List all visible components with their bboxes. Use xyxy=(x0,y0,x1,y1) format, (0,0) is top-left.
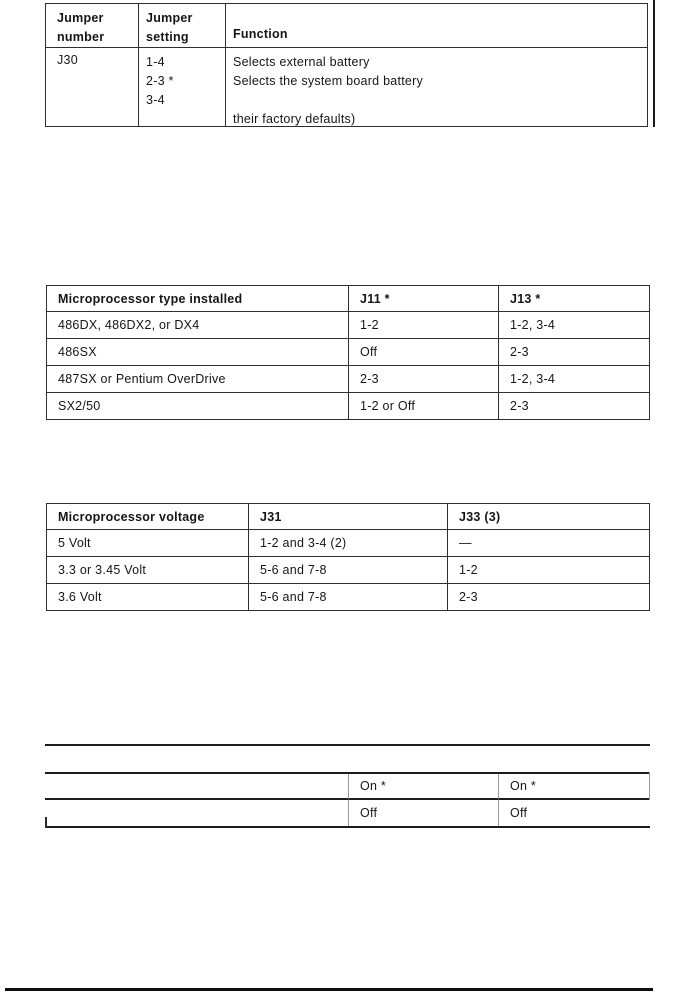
table-cell: On * xyxy=(498,774,650,800)
table-cell: — xyxy=(448,530,649,557)
table-cell: 1-2 xyxy=(349,312,499,339)
cpu-type-table xyxy=(46,285,650,420)
jumper-number-header xyxy=(46,4,139,48)
revision-change-bar xyxy=(653,0,655,127)
table-cell: 1-2, 3-4 xyxy=(499,312,649,339)
table-cell-empty xyxy=(45,800,348,826)
header-text: Jumper xyxy=(57,11,104,25)
table-cell: 1-2, 3-4 xyxy=(499,366,649,393)
section-rule xyxy=(45,744,650,746)
function-line: Selects the system board battery xyxy=(233,74,424,88)
table-cell: 2-3 xyxy=(349,366,499,393)
table-cell: 3.6 Volt xyxy=(47,584,249,610)
setting-line: 1-4 xyxy=(146,55,165,69)
partial-table xyxy=(45,772,650,828)
table-cell: SX2/50 xyxy=(47,393,349,419)
column-header: J33 (3) xyxy=(448,504,649,530)
jumper-setting-cell xyxy=(139,48,226,126)
header-text: Jumper xyxy=(146,11,193,25)
table-cell: 3.3 or 3.45 Volt xyxy=(47,557,249,584)
column-header: Microprocessor voltage xyxy=(47,504,249,530)
table-cell: 1-2 and 3-4 (2) xyxy=(249,530,448,557)
table-cell: 1-2 or Off xyxy=(349,393,499,419)
header-text: number xyxy=(57,30,105,44)
table-cell: Off xyxy=(498,800,650,826)
jumper-table xyxy=(45,3,648,127)
table-cell: 486SX xyxy=(47,339,349,366)
table-cell: 5-6 and 7-8 xyxy=(249,557,448,584)
function-cell xyxy=(226,48,647,126)
jumper-number-cell: J30 xyxy=(46,48,139,126)
setting-line: 2-3 * xyxy=(146,74,174,88)
table-cell: 2-3 xyxy=(459,590,478,604)
voltage-table xyxy=(46,503,650,611)
table-cell: 5-6 and 7-8 xyxy=(249,584,448,610)
function-header: Function xyxy=(226,4,647,48)
page-bottom-rule xyxy=(5,988,653,991)
column-header: J11 * xyxy=(349,286,499,312)
function-line-blank xyxy=(233,91,647,110)
setting-line: 3-4 xyxy=(146,93,165,107)
table-cell: Off xyxy=(348,800,498,826)
partial-table-right-border-fragment xyxy=(649,772,650,800)
partial-table-left-border-fragment xyxy=(45,817,47,828)
function-line: Selects external battery xyxy=(233,55,370,69)
table-cell-empty xyxy=(45,774,348,800)
table-cell: On * xyxy=(348,774,498,800)
jumper-setting-header xyxy=(139,4,226,48)
column-header: J13 * xyxy=(499,286,649,312)
column-header: J31 xyxy=(249,504,448,530)
table-cell: 2-3 xyxy=(499,339,649,366)
header-text: setting xyxy=(146,30,189,44)
table-cell: Off xyxy=(349,339,499,366)
table-cell: 2-3 xyxy=(510,399,529,413)
column-header: Microprocessor type installed xyxy=(47,286,349,312)
function-line: their factory defaults) xyxy=(233,112,356,126)
table-cell: 486DX, 486DX2, or DX4 xyxy=(47,312,349,339)
table-cell: 1-2 xyxy=(448,557,649,584)
table-cell: 5 Volt xyxy=(47,530,249,557)
table-cell: 487SX or Pentium OverDrive xyxy=(47,366,349,393)
